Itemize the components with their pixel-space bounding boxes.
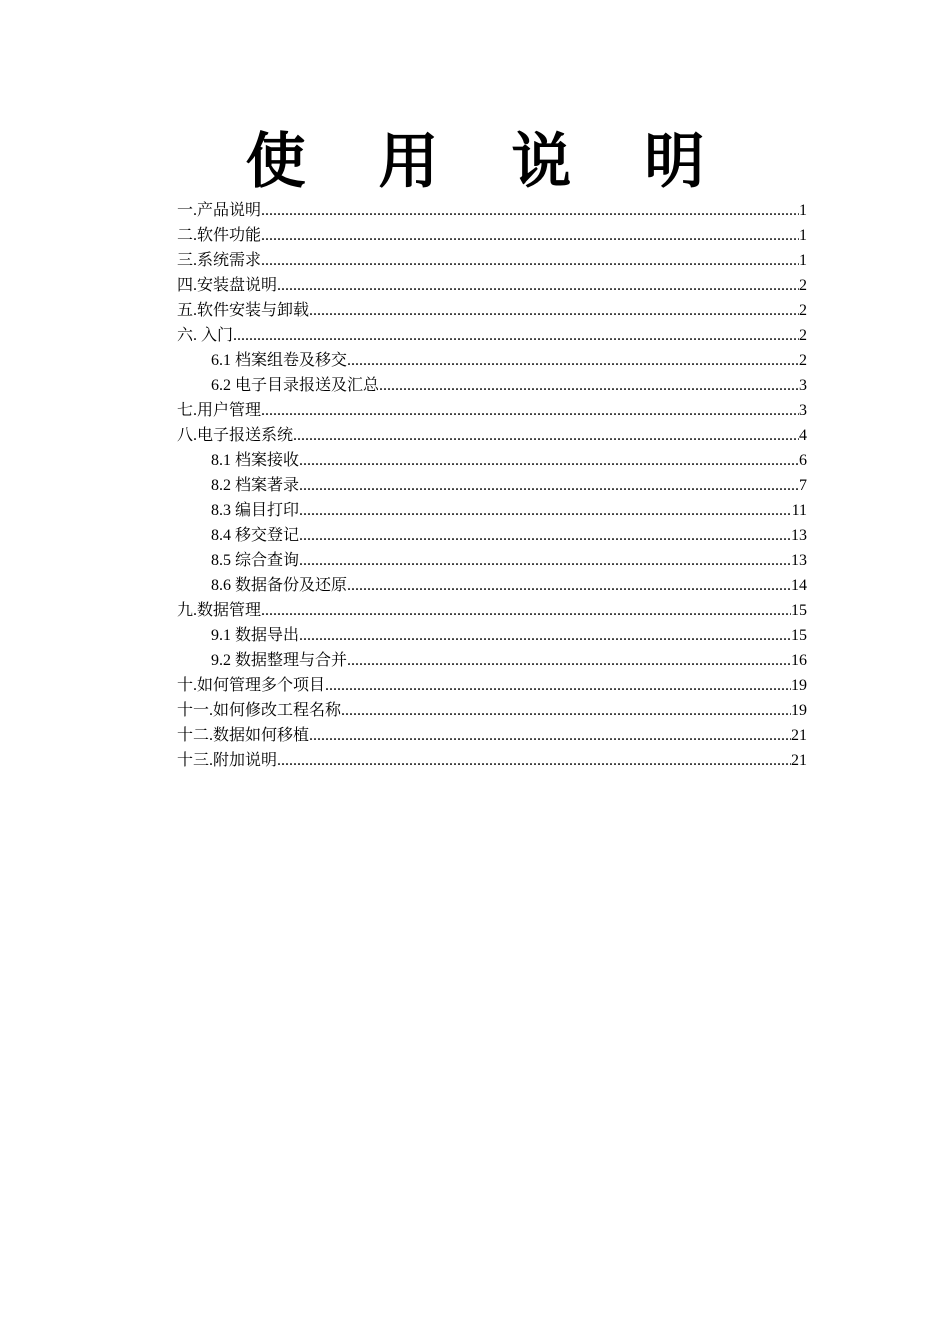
toc-entry-label: 8.5 综合查询	[211, 552, 300, 569]
toc-dot-leader	[277, 273, 799, 298]
toc-page-number: 3	[799, 377, 807, 394]
toc-entry-label: 8.2 档案著录	[211, 477, 300, 494]
toc-entry[interactable]	[177, 223, 807, 248]
toc-entry-label: 9.2 数据整理与合并	[211, 652, 348, 669]
table-of-contents	[177, 198, 807, 773]
toc-dot-leader	[277, 748, 791, 773]
toc-entry[interactable]	[177, 723, 807, 748]
toc-page-number: 2	[799, 327, 807, 344]
toc-entry-label: 十三.附加说明	[177, 752, 278, 769]
toc-entry-label: 七.用户管理	[177, 402, 262, 419]
toc-dot-leader	[347, 348, 799, 373]
toc-entry-label: 十二.数据如何移植	[177, 727, 310, 744]
toc-entry-label: 8.1 档案接收	[211, 452, 300, 469]
toc-entry[interactable]	[177, 423, 807, 448]
toc-dot-leader	[299, 498, 792, 523]
toc-entry-label: 8.6 数据备份及还原	[211, 577, 348, 594]
toc-dot-leader	[309, 298, 799, 323]
toc-page-number: 21	[791, 727, 807, 744]
toc-page-number: 13	[791, 552, 807, 569]
toc-dot-leader	[261, 598, 791, 623]
toc-entry-label: 八.电子报送系统	[177, 427, 294, 444]
toc-entry-label: 三.系统需求	[177, 252, 262, 269]
toc-entry[interactable]	[177, 698, 807, 723]
document-title: 使 用 说 明	[245, 127, 731, 197]
toc-entry[interactable]	[177, 273, 807, 298]
toc-page-number: 2	[799, 277, 807, 294]
toc-page-number: 3	[799, 402, 807, 419]
toc-entry[interactable]	[177, 398, 807, 423]
toc-dot-leader	[299, 623, 791, 648]
toc-dot-leader	[299, 548, 791, 573]
toc-entry[interactable]	[177, 373, 807, 398]
toc-page-number: 16	[791, 652, 807, 669]
toc-dot-leader	[261, 223, 799, 248]
toc-dot-leader	[261, 398, 799, 423]
toc-entry[interactable]	[177, 298, 807, 323]
toc-dot-leader	[379, 373, 799, 398]
toc-entry-label: 一.产品说明	[177, 202, 262, 219]
toc-dot-leader	[261, 248, 799, 273]
toc-entry-label: 六. 入门	[177, 327, 234, 344]
toc-page-number: 15	[791, 627, 807, 644]
toc-entry-label: 五.软件安装与卸载	[177, 302, 310, 319]
toc-page-number: 1	[799, 202, 807, 219]
toc-dot-leader	[309, 723, 791, 748]
toc-dot-leader	[233, 323, 799, 348]
toc-page-number: 21	[791, 752, 807, 769]
toc-entry[interactable]	[177, 573, 807, 598]
toc-entry-label: 二.软件功能	[177, 227, 262, 244]
toc-entry-label: 十一.如何修改工程名称	[177, 702, 342, 719]
toc-page-number: 14	[791, 577, 807, 594]
toc-entry-label: 8.3 编目打印	[211, 502, 300, 519]
toc-entry-label: 四.安装盘说明	[177, 277, 278, 294]
toc-dot-leader	[299, 448, 799, 473]
toc-entry-label: 8.4 移交登记	[211, 527, 300, 544]
toc-dot-leader	[293, 423, 799, 448]
toc-entry-label: 九.数据管理	[177, 602, 262, 619]
toc-entry-label: 9.1 数据导出	[211, 627, 300, 644]
toc-entry-label: 6.2 电子目录报送及汇总	[211, 377, 380, 394]
toc-entry[interactable]	[177, 598, 807, 623]
toc-entry[interactable]	[177, 348, 807, 373]
toc-page-number: 11	[791, 502, 807, 519]
toc-page-number: 2	[799, 352, 807, 369]
toc-page-number: 13	[791, 527, 807, 544]
toc-dot-leader	[347, 648, 791, 673]
toc-page-number: 1	[799, 252, 807, 269]
toc-entry[interactable]	[177, 623, 807, 648]
toc-dot-leader	[261, 198, 799, 223]
toc-entry[interactable]	[177, 448, 807, 473]
toc-page-number: 19	[791, 677, 807, 694]
toc-dot-leader	[299, 473, 799, 498]
toc-dot-leader	[325, 673, 791, 698]
toc-entry[interactable]	[177, 248, 807, 273]
toc-page-number: 7	[799, 477, 807, 494]
toc-page-number: 19	[791, 702, 807, 719]
toc-page-number: 4	[799, 427, 807, 444]
toc-entry[interactable]	[177, 548, 807, 573]
toc-dot-leader	[341, 698, 791, 723]
toc-page-number: 2	[799, 302, 807, 319]
toc-entry-label: 十.如何管理多个项目	[177, 677, 326, 694]
toc-page-number: 15	[791, 602, 807, 619]
toc-entry-label: 6.1 档案组卷及移交	[211, 352, 348, 369]
toc-entry[interactable]	[177, 473, 807, 498]
toc-dot-leader	[299, 523, 791, 548]
toc-entry[interactable]	[177, 673, 807, 698]
toc-entry[interactable]	[177, 498, 807, 523]
toc-entry[interactable]	[177, 198, 807, 223]
toc-page-number: 6	[799, 452, 807, 469]
toc-page-number: 1	[799, 227, 807, 244]
toc-entry[interactable]	[177, 523, 807, 548]
toc-entry[interactable]	[177, 323, 807, 348]
toc-dot-leader	[347, 573, 791, 598]
toc-entry[interactable]	[177, 648, 807, 673]
toc-entry[interactable]	[177, 748, 807, 773]
